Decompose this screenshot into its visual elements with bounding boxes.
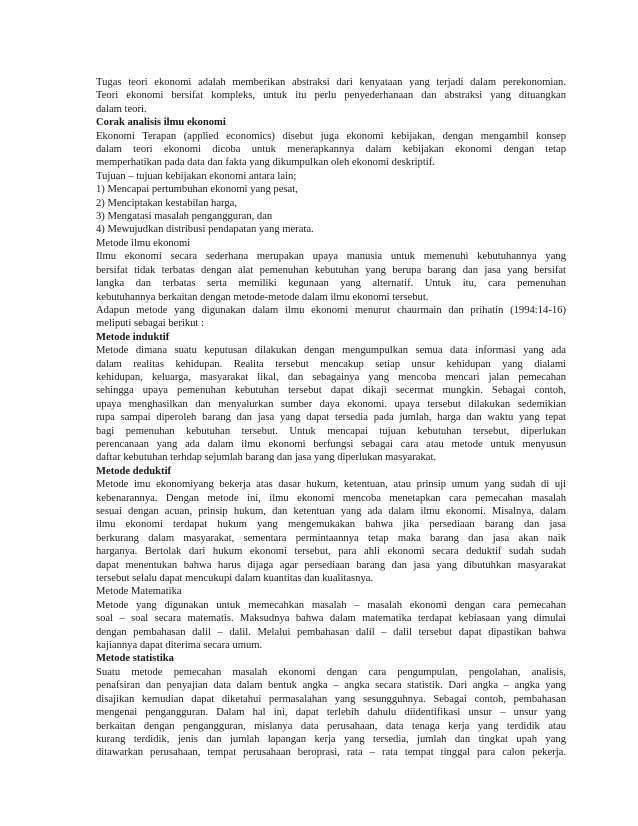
text-line: soal – soal secara matematis. Maksudnya bahwa dalam matematika terdapat kebiasaan yang dimulai: [96, 613, 566, 625]
text-line: kebutuhannya berkaitan dengan metode-metode dalam ilmu ekonomi tersebut.: [96, 291, 429, 303]
text-line: dalam teori.: [96, 103, 147, 115]
text-line: mengenai pengangguran. Dalam hal ini, dapat terlebih dahulu diidentifikasi unsur – unsur yang: [96, 707, 566, 719]
text-line: dalam teori ekonomi dicoba untuk menerapkannya dalam kebijakan ekonomi dengan tetap: [96, 144, 566, 156]
text-line: dengan pembahasan dalil – dalil. Melalui pembahasan dalil – dalil tersebut dapat dipastikan bahwa: [96, 626, 566, 638]
section-heading: Metode statistika: [96, 653, 174, 665]
text-line: berkurang dalam masyarakat, sementara permintaannya tetap maka barang dan jasa akan naik: [96, 532, 566, 544]
text-line: perencanaan yang ada dalam ilmu ekonomi berfungsi sebagai cara atau metode untuk menyusun: [96, 438, 566, 450]
text-line: 3) Mengatasi masalah pengangguran, dan: [96, 211, 273, 223]
text-line: Ilmu ekonomi secara sederhana merupakan upaya manusia untuk memenuhi kebutuhannya yang: [96, 251, 566, 263]
text-line: bagi pemenuhan kebutuhan tersebut. Untuk mencapai tujuan kebutuhan tersebut, diperlukan: [96, 425, 566, 437]
text-line: Ekonomi Terapan (applied economics) disebut juga ekonomi kebijakan, dengan mengambil konsep: [96, 130, 566, 142]
text-line: Metode ilmu ekonomi: [96, 237, 191, 249]
text-line: harganya. Bertolak dari hukum ekonomi tersebut, para ahli ekonomi secara deduktif sudah sudah: [96, 546, 566, 558]
section-heading: Metode deduktif: [96, 465, 172, 477]
text-line: Tugas teori ekonomi adalah memberikan abstraksi dari kenyataan yang terjadi dalam perekonomian.: [96, 77, 566, 88]
text-line: ditawarkan perusahaan, tempat perusahaan beroprasi, rata – rata tempat tinggal para calon pekerja.: [96, 747, 566, 759]
text-line: rupa sampai diperoleh barang dan jasa yang dapat tersedia pada jumlah, harga dan waktu yang tepat: [96, 412, 566, 424]
text-line: dalam realitas kehidupan. Realita tersebut mencakup setiap unsur kehidupan yang dialami: [96, 358, 566, 370]
text-line: langka dan terbatas serta memiliki kegunaan yang alternatif. Untuk itu, cara pemenuhan: [96, 278, 566, 290]
text-line: disajikan kemudian dapat diketahui permasalahan yang sesungguhnya. Sebagai contoh, pembahasan: [96, 693, 566, 705]
text-line: Teori ekonomi bersifat kompleks, untuk itu perlu penyederhanaan dan abstraksi yang dituangkan: [96, 90, 566, 102]
text-line: meliputi sebagai berikut :: [96, 318, 204, 330]
text-line: Metode imu ekonomiyang bekerja atas dasar hukum, ketentuan, atau prinsip umum yang sudah di uji: [96, 479, 566, 491]
document-page: [96, 76, 566, 760]
text-line: kebenarannya. Dengan metode ini, ilmu ekonomi mencoba menetapkan cara pemecahan masalah: [96, 492, 566, 504]
text-line: kurang terdidik, jenis dan jumlah lapangan kerja yang tersedia, jumlah dan tingkat upah yang: [96, 733, 566, 745]
text-line: 4) Mewujudkan distribusi pendapatan yang merata.: [96, 224, 314, 236]
text-line: daftar kebutuhan terhdap sejumlah barang dan jasa yang diperlukan masyarakat.: [96, 452, 437, 464]
text-line: berkaitan dengan pengangguran, mislanya data perusahaan, data tenaga kerja yang terdidik atau: [96, 720, 566, 732]
text-line: 2) Menciptakan kestabilan harga,: [96, 197, 238, 209]
text-line: Metode yang digunakan untuk memecahkan masalah – masalah ekonomi dengan cara pemecahan: [96, 599, 566, 611]
section-heading: Metode induktif: [96, 331, 170, 343]
text-line: Suatu metode pemecahan masalah ekonomi dengan cara pengumpulan, pengolahan, analisis,: [96, 666, 566, 678]
text-line: Metode dimana suatu keputusan dilakukan dengan mengumpulkan semua data informasi yang ada: [96, 345, 566, 357]
text-line: kehidupan, keluarga, masyarakat likal, dan sebagainya yang mencoba mencari jalan pemecahan: [96, 371, 566, 383]
text-line: sesuai dengan acuan, prinsip hukum, dan ketentuan yang ada dalam ilmu ekonomi. Misalnya, dalam: [96, 506, 566, 517]
text-line: sehingga upaya pemenuhan kebutuhan tersebut dapat dikaji secermat mungkin. Sebagai contoh,: [96, 385, 566, 397]
text-line: Metode Matematika: [96, 586, 182, 598]
text-line: Adapun metode yang digunakan dalam ilmu ekonomi menurut chaurmain dan prihatin (1994:14-16): [96, 304, 566, 316]
text-line: penafsiran dan penyajian data dalam bentuk angka – angka secara statistik. Dari angka – angka yang: [96, 680, 566, 692]
text-line: ilmu ekonomi terdapat hukum yang mengemukakan bahwa jika persediaan barang dan jasa: [96, 519, 566, 531]
text-line: bersifat tidak terbatas dengan alat pemenuhan kebutuhan yang berupa barang dan jasa yang bersifat: [96, 264, 566, 276]
section-heading: Corak analisis ilmu ekonomi: [96, 117, 226, 129]
text-line: Tujuan – tujuan kebijakan ekonomi antara lain;: [96, 170, 297, 182]
text-line: 1) Mencapai pertumbuhan ekonomi yang pesat,: [96, 184, 298, 196]
text-line: upaya menghasilkan dan menyalurkan sumber daya ekonomi. upaya tersebut dilakukan sedemikian: [96, 398, 566, 410]
text-line: kajiannya dapat diterima secara umum.: [96, 640, 263, 652]
text-line: dapat menentukan bahwa harus dijaga agar persediaan barang dan jasa yang dibutuhkan masyarakat: [96, 559, 566, 571]
text-line: memperhatikan pada data dan fakta yang dikumpulkan oleh ekonomi deskriptif.: [96, 157, 435, 169]
text-line: tersebut selalu dapat mencukupi dalam kuantitas dan kualitasnya.: [96, 573, 374, 585]
